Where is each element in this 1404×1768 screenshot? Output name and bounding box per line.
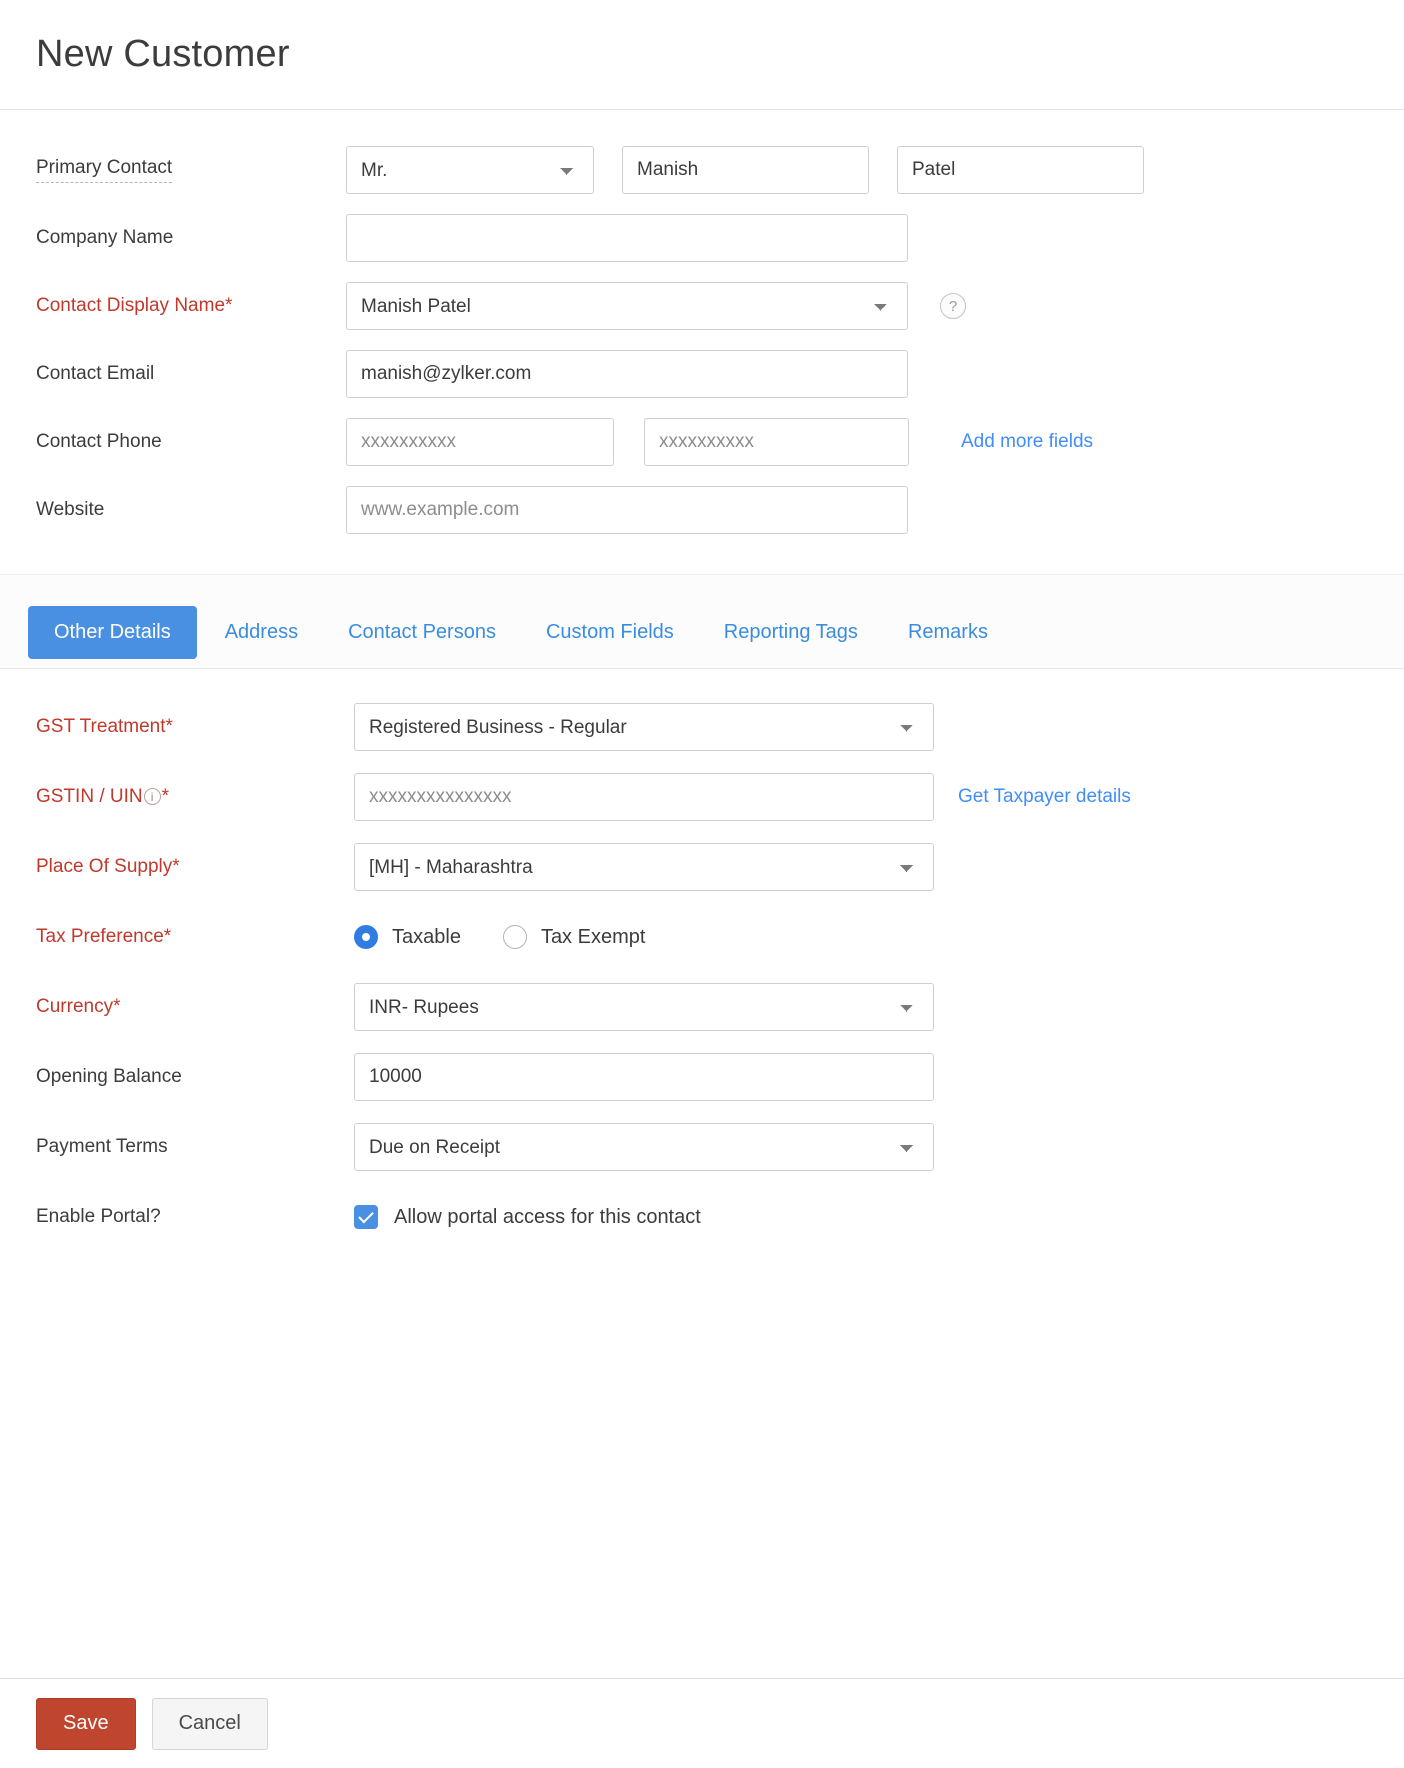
gstin-input[interactable] (354, 773, 934, 821)
page-header (0, 0, 1404, 110)
tax-preference-radio-group (354, 925, 673, 949)
website-input[interactable] (346, 486, 908, 534)
label-currency: Currency* (36, 996, 121, 1017)
enable-portal-checkbox-label[interactable]: Allow portal access for this contact (394, 1205, 701, 1228)
tab-other-details[interactable]: Other Details (28, 606, 197, 659)
label-contact-phone: Contact Phone (36, 431, 162, 452)
mobile-phone-input[interactable] (644, 418, 909, 466)
row-currency (0, 983, 1404, 1031)
salutation-select[interactable] (346, 146, 594, 194)
row-gstin (0, 773, 1404, 821)
info-icon[interactable]: i (144, 788, 161, 805)
currency-select[interactable] (354, 983, 934, 1031)
label-gst-treatment: GST Treatment* (36, 716, 173, 737)
row-opening-balance (0, 1053, 1404, 1101)
primary-details-section (0, 110, 1404, 575)
label-website: Website (36, 499, 105, 520)
payment-terms-select[interactable] (354, 1123, 934, 1171)
gstin-label-text: GSTIN / UIN (36, 786, 143, 807)
opening-balance-input[interactable] (354, 1053, 934, 1101)
place-of-supply-select[interactable] (354, 843, 934, 891)
work-phone-input[interactable] (346, 418, 614, 466)
page-title: New Customer (36, 33, 290, 75)
primary-contact-label-text: Primary Contact (36, 157, 172, 183)
label-contact-email: Contact Email (36, 363, 155, 384)
radio-tax-exempt[interactable] (503, 925, 527, 949)
question-mark-icon[interactable]: ? (940, 293, 966, 319)
enable-portal-checkbox[interactable] (354, 1205, 378, 1229)
label-tax-preference: Tax Preference* (36, 926, 172, 947)
row-place-of-supply (0, 843, 1404, 891)
footer-action-bar (0, 1678, 1404, 1768)
row-gst-treatment (0, 703, 1404, 751)
gstin-label-asterisk: * (161, 786, 170, 807)
label-opening-balance: Opening Balance (36, 1066, 182, 1087)
row-payment-terms (0, 1123, 1404, 1171)
tab-custom-fields[interactable]: Custom Fields (545, 621, 674, 643)
label-enable-portal: Enable Portal? (36, 1206, 161, 1227)
radio-taxable[interactable] (354, 925, 378, 949)
company-name-input[interactable] (346, 214, 908, 262)
tab-remarks[interactable]: Remarks (907, 621, 988, 643)
add-more-fields-link[interactable]: Add more fields (961, 431, 1094, 452)
tab-reporting-tags[interactable]: Reporting Tags (723, 621, 858, 643)
first-name-input[interactable] (622, 146, 869, 194)
last-name-input[interactable] (897, 146, 1144, 194)
tab-bar (0, 575, 1404, 669)
row-contact-display-name (0, 282, 1404, 330)
save-button[interactable]: Save (36, 1698, 136, 1750)
label-contact-display-name: Contact Display Name* (36, 295, 233, 316)
get-taxpayer-details-link[interactable]: Get Taxpayer details (958, 786, 1131, 807)
row-contact-email (0, 350, 1404, 398)
row-tax-preference (0, 913, 1404, 961)
label-gstin (36, 786, 354, 808)
row-primary-contact (0, 146, 1404, 194)
tab-address[interactable]: Address (224, 621, 299, 643)
row-website (0, 486, 1404, 534)
radio-tax-exempt-label[interactable]: Tax Exempt (540, 925, 646, 948)
label-company-name: Company Name (36, 227, 174, 248)
other-details-panel (0, 669, 1404, 1271)
label-primary-contact (36, 157, 346, 183)
row-company-name (0, 214, 1404, 262)
contact-display-name-select[interactable] (346, 282, 908, 330)
tab-contact-persons[interactable]: Contact Persons (348, 621, 496, 643)
label-payment-terms: Payment Terms (36, 1136, 168, 1157)
contact-email-input[interactable] (346, 350, 908, 398)
radio-taxable-label[interactable]: Taxable (392, 925, 461, 948)
row-contact-phone (0, 418, 1404, 466)
label-place-of-supply: Place Of Supply* (36, 856, 180, 877)
gst-treatment-select[interactable] (354, 703, 934, 751)
cancel-button[interactable]: Cancel (152, 1698, 268, 1750)
row-enable-portal (0, 1193, 1404, 1241)
